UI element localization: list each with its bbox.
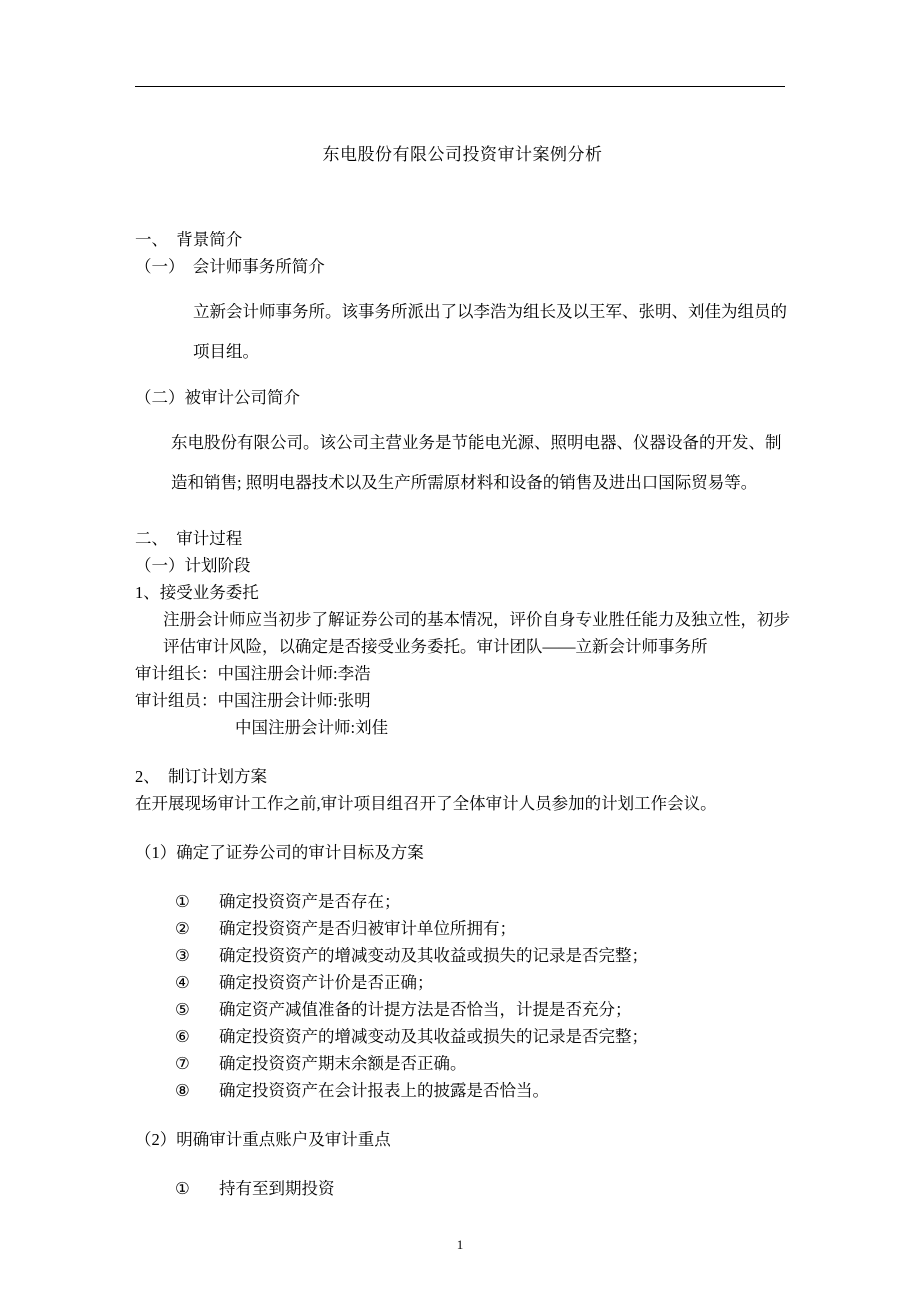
audit-goals-list xyxy=(135,888,790,1104)
header-rule xyxy=(135,86,785,87)
list-item xyxy=(135,1023,790,1050)
audit-team-member-1: 审计组员：中国注册会计师:张明 xyxy=(135,691,371,710)
section-1-subheading-2: （二）被审计公司简介 xyxy=(135,388,300,407)
list-item xyxy=(135,1175,790,1202)
list-item xyxy=(135,942,790,969)
list-item-text: 确定投资资产期末余额是否正确。 xyxy=(219,1054,467,1073)
section-2-item1-body: 注册会计师应当初步了解证券公司的基本情况，评价自身专业胜任能力及独立性，初步评估审计风险，以确定是否接受业务委托。审计团队——立新会计师事务所 xyxy=(163,610,790,656)
audit-team-lead: 审计组长：中国注册会计师:李浩 xyxy=(135,664,371,683)
section-2-heading: 二、 审计过程 xyxy=(135,529,243,548)
list-item-text: 确定投资资产计价是否正确； xyxy=(219,973,434,992)
section-2-subitem-1: （1）确定了证券公司的审计目标及方案 xyxy=(135,843,424,862)
section-2-subitem-2: （2）明确审计重点账户及审计重点 xyxy=(135,1130,391,1149)
list-item xyxy=(135,1077,790,1104)
list-item-text: 持有至到期投资 xyxy=(219,1179,335,1198)
section-1-paragraph-2: 东电股份有限公司。该公司主营业务是节能电光源、照明电器、仪器设备的开发、制造和销售; 照明电器技术以及生产所需原材料和设备的销售及进出口国际贸易等。 xyxy=(171,433,782,492)
section-1-paragraph-1: 立新会计师事务所。该事务所派出了以李浩为组长及以王军、张明、刘佳为组员的项目组。 xyxy=(193,302,787,361)
list-item-number: ⑧ xyxy=(175,1081,190,1100)
section-2-item2-title: 2、 制订计划方案 xyxy=(135,767,267,786)
list-item-text: 确定投资资产的增减变动及其收益或损失的记录是否完整； xyxy=(219,1027,648,1046)
section-2-subheading: （一）计划阶段 xyxy=(135,556,251,575)
list-item-number: ③ xyxy=(175,946,190,965)
list-item-number: ⑥ xyxy=(175,1027,190,1046)
list-item xyxy=(135,915,790,942)
list-item-number: ② xyxy=(175,919,190,938)
list-item-number: ① xyxy=(175,1179,190,1198)
list-item xyxy=(135,888,790,915)
list-item-text: 确定投资资产在会计报表上的披露是否恰当。 xyxy=(219,1081,549,1100)
page-number: 1 xyxy=(456,1237,464,1252)
list-item xyxy=(135,996,790,1023)
list-item-text: 确定投资资产是否归被审计单位所拥有； xyxy=(219,919,516,938)
list-item xyxy=(135,969,790,996)
list-item-number: ⑦ xyxy=(175,1054,190,1073)
section-2-item2-body: 在开展现场审计工作之前,审计项目组召开了全体审计人员参加的计划工作会议。 xyxy=(135,794,717,813)
section-1-subheading-1: （一） 会计师事务所简介 xyxy=(135,257,325,276)
page-title: 东电股份有限公司投资审计案例分析 xyxy=(322,145,603,164)
list-item-number: ① xyxy=(175,892,190,911)
section-2-item1-title: 1、接受业务委托 xyxy=(135,583,259,602)
list-item xyxy=(135,1050,790,1077)
key-accounts-list xyxy=(135,1175,790,1202)
list-item-text: 确定资产减值准备的计提方法是否恰当，计提是否充分； xyxy=(219,1000,632,1019)
list-item-text: 确定投资资产的增减变动及其收益或损失的记录是否完整； xyxy=(219,946,648,965)
list-item-number: ④ xyxy=(175,973,190,992)
document-body xyxy=(135,140,790,1202)
audit-team-member-2: 中国注册会计师:刘佳 xyxy=(235,718,389,737)
list-item-text: 确定投资资产是否存在； xyxy=(219,892,401,911)
section-1-heading: 一、 背景简介 xyxy=(135,230,243,249)
list-item-number: ⑤ xyxy=(175,1000,190,1019)
